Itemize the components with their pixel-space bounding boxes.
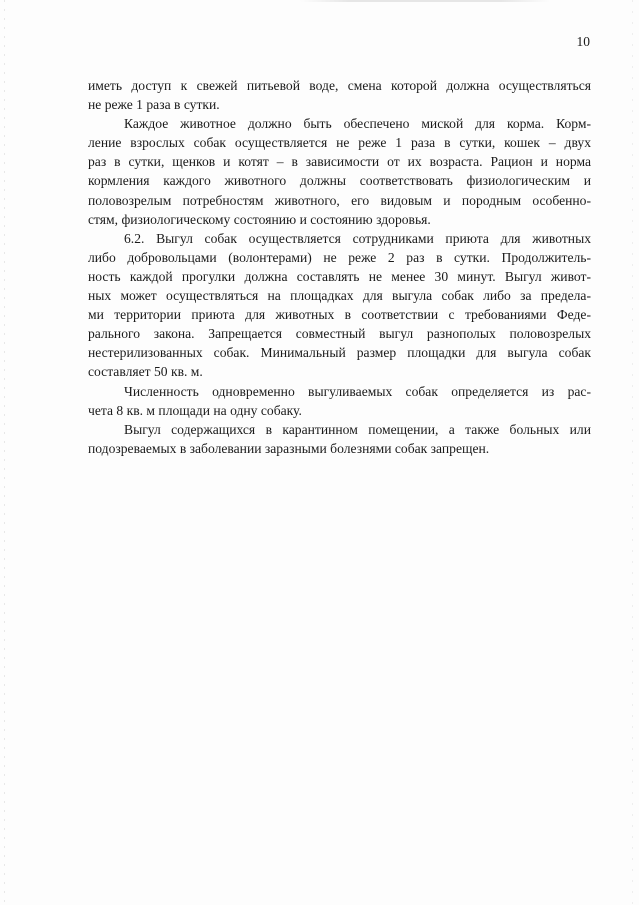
text-line: ность каждой прогулки должна составлять не менее 30 минут. Выгул живот- <box>88 268 591 284</box>
text-line: Выгул содержащихся в карантинном помещении, а также больных или <box>124 421 591 437</box>
text-line: раз в сутки, щенков и котят – в зависимости от их возраста. Рацион и норма <box>88 154 591 170</box>
text-line: нестерилизованных собак. Минимальный размер площадки для выгула собак <box>88 345 591 361</box>
text-line: иметь доступ к свежей питьевой воде, смена которой должна осуществляться <box>88 78 591 93</box>
text-line: Численность одновременно выгуливаемых собак определяется из рас- <box>124 383 591 399</box>
scan-edge-right <box>632 0 633 905</box>
text-line: стям, физиологическому состоянию и состоянию здоровья. <box>88 211 431 227</box>
text-line: ных может осуществляться на площадках для выгула собак либо за предела- <box>88 288 591 304</box>
text-line: ми территории приюта для животных в соответствии с требованиями Феде- <box>88 307 591 323</box>
scan-edge-left <box>4 0 5 905</box>
text-line: Каждое животное должно быть обеспечено миской для корма. Корм- <box>124 116 591 132</box>
text-line: чета 8 кв. м площади на одну собаку. <box>88 402 302 418</box>
text-line: либо добровольцами (волонтерами) не реже 2 раз в сутки. Продолжитель- <box>88 249 591 265</box>
paragraph-water <box>88 76 591 114</box>
text-line: подозреваемых в заболевании заразными болезнями собак запрещен. <box>88 440 490 456</box>
text-line: кормления каждого животного должны соответствовать физиологическим и <box>88 173 591 189</box>
paragraph-feeding <box>88 114 591 229</box>
page-number: 10 <box>576 34 590 49</box>
paragraph-quarantine <box>88 420 591 458</box>
text-line: рального закона. Запрещается совместный выгул разнополых половозрелых <box>88 326 591 342</box>
paragraph-walking <box>88 229 591 382</box>
text-line: составляет 50 кв. м. <box>88 364 203 380</box>
text-line: ление взрослых собак осуществляется не реже 1 раза в сутки, кошек – двух <box>88 135 591 151</box>
document-body <box>88 76 591 458</box>
text-line: 6.2. Выгул собак осуществляется сотрудниками приюта для животных <box>124 230 591 246</box>
text-line: не реже 1 раза в сутки. <box>88 97 220 113</box>
paragraph-dog-count <box>88 382 591 420</box>
scan-artifact <box>300 0 550 2</box>
text-line: половозрелым потребностям животного, его видовым и породным особенно- <box>88 192 591 208</box>
